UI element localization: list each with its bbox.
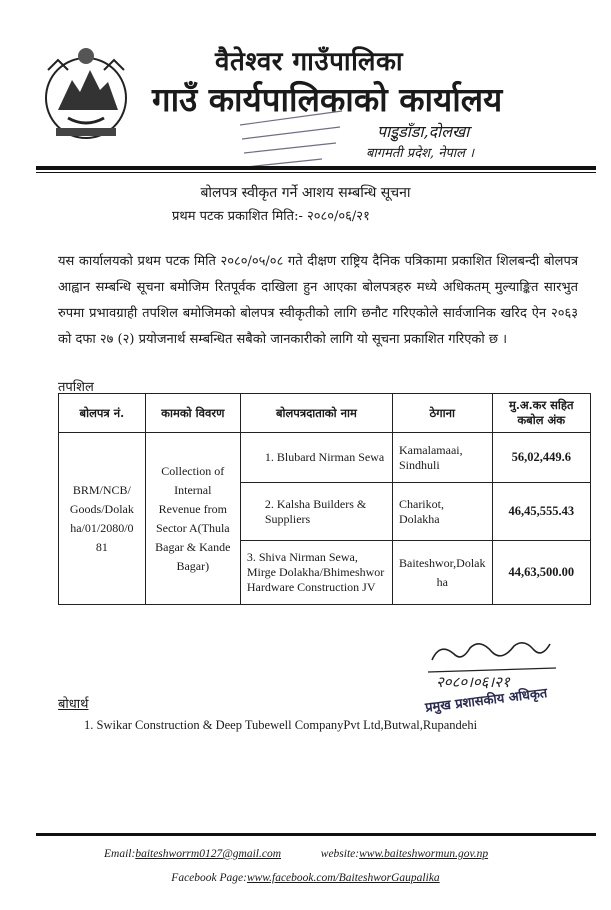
header-rule <box>36 166 596 170</box>
website-link[interactable]: www.baiteshwormun.gov.np <box>359 848 489 860</box>
footer-rule <box>36 833 596 836</box>
cc-label: बोधार्थ <box>58 697 89 712</box>
email-link[interactable]: baiteshworrm0127@gmail.com <box>135 848 282 860</box>
bidder-name: 1. Blubard Nirman Sewa <box>240 433 392 483</box>
facebook-link[interactable]: www.facebook.com/BaiteshworGaupalika <box>246 872 440 884</box>
nepal-emblem-icon <box>38 40 134 144</box>
bidder-address: Baiteshwor,Dolak ha <box>392 541 492 605</box>
address-line1: पाइुडाँडा,दोलखा <box>377 122 470 141</box>
address-line2: बागमती प्रदेश, नेपाल । <box>366 146 475 161</box>
table-row <box>59 433 591 483</box>
office-name: गाउँ कार्यपालिकाको कार्यालय <box>152 80 503 119</box>
annex-label: तपशिल <box>58 380 94 395</box>
footer-contact <box>104 848 488 860</box>
facebook-label: Facebook Page: <box>171 872 247 884</box>
table-header-row <box>59 394 591 433</box>
bid-amount: 46,45,555.43 <box>492 483 591 541</box>
bidder-address: Kamalamaai, Sindhuli <box>392 433 492 483</box>
website-label: website: <box>320 848 360 860</box>
notice-title: बोलपत्र स्वीकृत गर्ने आशय सम्बन्धि सूचना <box>200 185 411 201</box>
header-bid-no: बोलपत्र नं. <box>59 394 146 433</box>
footer-facebook <box>0 872 611 884</box>
header-bidder: बोलपत्रदाताको नाम <box>240 394 392 433</box>
signatory-title: प्रमुख प्रशासकीय अधिकृत <box>424 686 549 716</box>
bid-amount: 44,63,500.00 <box>492 541 591 605</box>
header-rule-thin <box>36 172 596 173</box>
notice-body: यस कार्यालयको प्रथम पटक मिति २०८०/०५/०८ गते दीक्षण राष्ट्रिय दैनिक पत्रिकामा प्रकाशित शिलबन्दी बोलपत्र आह्वान सम्बन्धि सूचना बमोजिम रितपूर्वक दाखिला हुन आएका बोलपत्रहरु मध्ये अधिकतम् मुल्याङ्कित सारभुत रुपमा प्रभावग्राही तपशिल बमोजिमको बोलपत्र स्वीकृतीको लागि छनौट गरिएकोले सार्वजानिक खरिद ऐन २०६३ को दफा २७ (२) प्रयोजनार्थ सम्बन्धित सबैको जानकारीको लागि यो सूचना प्रकाशित गरिएको छ । <box>58 254 578 347</box>
bid-amount: 56,02,449.6 <box>492 433 591 483</box>
header-work: कामको विवरण <box>145 394 240 433</box>
cc-item: 1. Swikar Construction & Deep Tubewell CompanyPvt Ltd,Butwal,Rupandehi <box>84 718 478 732</box>
bid-table <box>58 393 591 605</box>
notice-published-date: प्रथम पटक प्रकाशित मिति:- २०८०/०६/२१ <box>172 209 370 224</box>
header-address: ठेगाना <box>392 394 492 433</box>
work-description: Collection of Internal Revenue from Sector A(Thula Bagar & Kande Bagar) <box>145 433 240 605</box>
bidder-name: 2. Kalsha Builders & Suppliers <box>240 483 392 541</box>
header-amount: मु.अ.कर सहित कबोल अंक <box>492 394 591 433</box>
bidder-address: Charikot, Dolakha <box>392 483 492 541</box>
municipality-name: वैतेश्वर गाउँपालिका <box>215 47 404 77</box>
email-label: Email: <box>104 848 136 860</box>
office-stamp-icon <box>232 105 354 175</box>
bid-number: BRM/NCB/ Goods/Dolak ha/01/2080/0 81 <box>59 433 146 605</box>
signature-date: २०८०।०६।२१ <box>436 673 510 691</box>
bidder-name: 3. Shiva Nirman Sewa, Mirge Dolakha/Bhimeshwor Hardware Construction JV <box>240 541 392 605</box>
